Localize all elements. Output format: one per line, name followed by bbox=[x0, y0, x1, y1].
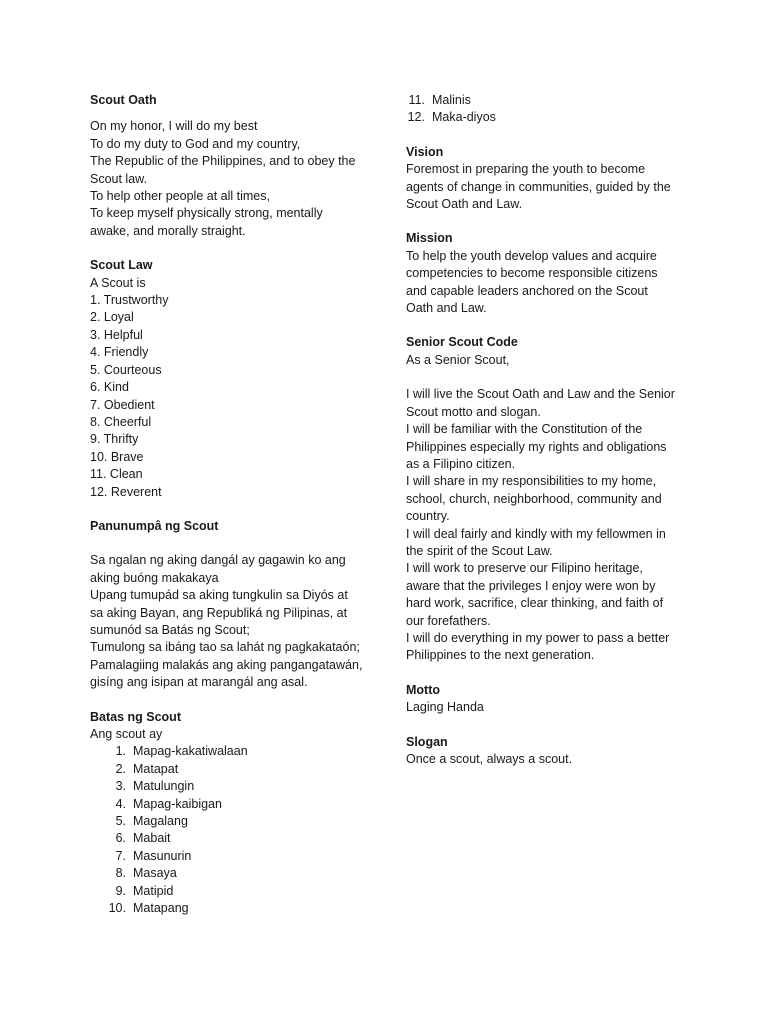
senior-code-line: the spirit of the Scout Law. bbox=[406, 543, 553, 558]
scout-oath-line: To help other people at all times, bbox=[90, 189, 270, 204]
mission-text bbox=[406, 248, 696, 318]
senior-code-line: I will be familiar with the Constitution of the bbox=[406, 422, 643, 437]
batas-item-number: 6. bbox=[115, 831, 126, 846]
batas-item-number: 5. bbox=[115, 814, 126, 829]
senior-code-line: country. bbox=[406, 509, 450, 524]
scout-oath-line: To do my duty to God and my country, bbox=[90, 136, 301, 151]
vision-text bbox=[406, 161, 696, 213]
senior-code-line: hard work, sacrifice, clear thinking, and faith of bbox=[406, 596, 664, 611]
panunumpa-line: gisíng ang isipan at marangál ang asal. bbox=[90, 675, 308, 690]
scout-oath-line: awake, and morally straight. bbox=[90, 223, 246, 238]
senior-code-line: I will work to preserve our Filipino heritage, bbox=[406, 561, 643, 576]
senior-code-line: Philippines especially my rights and obligations bbox=[406, 439, 667, 454]
right-column bbox=[406, 92, 696, 768]
scout-law-item: 11. Clean bbox=[90, 467, 143, 482]
batas-item bbox=[95, 883, 380, 900]
batas-item bbox=[95, 778, 380, 795]
senior-code-text bbox=[406, 386, 696, 665]
batas-item bbox=[394, 92, 696, 109]
vision-line: Scout Oath and Law. bbox=[406, 197, 523, 212]
batas-item bbox=[95, 830, 380, 847]
senior-code-line: our forefathers. bbox=[406, 613, 491, 628]
batas-item-text: Matapang bbox=[133, 901, 189, 916]
senior-code-line: Philippines to the next generation. bbox=[406, 648, 595, 663]
scout-law-item: 7. Obedient bbox=[90, 397, 155, 412]
scout-oath-line: To keep myself physically strong, mentally bbox=[90, 206, 323, 221]
batas-item-number: 12. bbox=[407, 110, 425, 125]
senior-code-line: I will deal fairly and kindly with my fellowmen in bbox=[406, 526, 666, 541]
batas-item bbox=[95, 865, 380, 882]
vision-heading: Vision bbox=[406, 144, 444, 159]
scout-law-item: 4. Friendly bbox=[90, 345, 149, 360]
panunumpa-line: sumunód sa Batás ng Scout; bbox=[90, 622, 250, 637]
senior-code-line: I will live the Scout Oath and Law and the Senior bbox=[406, 387, 675, 402]
scout-law-item: 5. Courteous bbox=[90, 362, 162, 377]
batas-item-text: Matipid bbox=[133, 883, 174, 898]
slogan-text: Once a scout, always a scout. bbox=[406, 752, 573, 766]
scout-oath-heading: Scout Oath bbox=[90, 93, 157, 107]
batas-item-number: 10. bbox=[108, 901, 126, 916]
batas-item-text: Mabait bbox=[133, 831, 171, 846]
scout-law-item: 9. Thrifty bbox=[90, 432, 139, 447]
batas-item bbox=[95, 848, 380, 865]
panunumpa-line: Upang tumupád sa aking tungkulin sa Diyós at bbox=[90, 588, 348, 603]
panunumpa-line: sa aking Bayan, ang Republiká ng Pilipinas, at bbox=[90, 605, 348, 620]
senior-code-heading: Senior Scout Code bbox=[406, 335, 518, 350]
batas-item-text: Maka-diyos bbox=[432, 110, 496, 125]
motto-text: Laging Handa bbox=[406, 700, 484, 715]
batas-item bbox=[95, 900, 380, 917]
scout-law-heading: Scout Law bbox=[90, 258, 153, 273]
scout-law-item: 12. Reverent bbox=[90, 484, 162, 499]
batas-item-number: 4. bbox=[115, 796, 126, 811]
scout-law-item: 10. Brave bbox=[90, 449, 144, 464]
senior-code-line: as a Filipino citizen. bbox=[406, 456, 516, 471]
left-column bbox=[90, 92, 380, 917]
batas-item-number: 1. bbox=[115, 744, 126, 759]
panunumpa-line: Pamalagiing malakás ang aking pangangatawán, bbox=[90, 657, 363, 672]
batas-item-number: 11. bbox=[408, 93, 425, 107]
batas-item bbox=[95, 796, 380, 813]
senior-code-line: I will share in my responsibilities to my home, bbox=[406, 474, 657, 489]
senior-code-intro: As a Senior Scout, bbox=[406, 352, 510, 367]
scout-oath-line: Scout law. bbox=[90, 171, 147, 186]
mission-line: Oath and Law. bbox=[406, 301, 487, 316]
panunumpa-line: Sa ngalan ng aking dangál ay gagawin ko ang bbox=[90, 553, 346, 568]
scout-law-list bbox=[90, 292, 380, 501]
batas-item-text: Masunurin bbox=[133, 848, 192, 863]
mission-line: competencies to become responsible citizens bbox=[406, 266, 658, 281]
scout-law-item: 6. Kind bbox=[90, 380, 129, 395]
panunumpa-heading: Panunumpâ ng Scout bbox=[90, 518, 219, 533]
senior-code-line: I will do everything in my power to pass a better bbox=[406, 630, 670, 645]
batas-item-number: 2. bbox=[115, 761, 126, 776]
senior-code-line: Scout motto and slogan. bbox=[406, 404, 541, 419]
batas-item bbox=[95, 761, 380, 778]
batas-item-text: Magalang bbox=[133, 814, 188, 829]
batas-item-number: 9. bbox=[115, 883, 126, 898]
batas-item-number: 8. bbox=[115, 866, 126, 881]
scout-law-item: 2. Loyal bbox=[90, 310, 134, 325]
senior-code-line: aware that the privileges I enjoy were won by bbox=[406, 578, 656, 593]
batas-heading: Batas ng Scout bbox=[90, 709, 181, 724]
scout-law-item: 1. Trustworthy bbox=[90, 293, 169, 308]
scout-oath-text bbox=[90, 118, 380, 240]
vision-line: Foremost in preparing the youth to become bbox=[406, 162, 646, 177]
vision-line: agents of change in communities, guided by the bbox=[406, 179, 671, 194]
slogan-heading: Slogan bbox=[406, 734, 448, 749]
panunumpa-line: Tumulong sa ibáng tao sa lahát ng pagkakataón; bbox=[90, 640, 360, 655]
batas-item-number: 7. bbox=[115, 848, 126, 863]
mission-line: To help the youth develop values and acquire bbox=[406, 248, 657, 263]
scout-oath-line: The Republic of the Philippines, and to obey the bbox=[90, 154, 356, 169]
batas-list bbox=[95, 743, 380, 917]
batas-list-continued bbox=[394, 92, 696, 127]
motto-heading: Motto bbox=[406, 682, 441, 697]
panunumpa-text bbox=[90, 552, 380, 691]
scout-law-item: 3. Helpful bbox=[90, 327, 143, 342]
batas-item-number: 3. bbox=[115, 779, 126, 794]
batas-item-text: Masaya bbox=[133, 866, 177, 881]
scout-law-item: 8. Cheerful bbox=[90, 414, 152, 429]
batas-item bbox=[394, 109, 696, 126]
panunumpa-line: aking buóng makakaya bbox=[90, 570, 219, 585]
batas-item-text: Matapat bbox=[133, 761, 179, 776]
scout-oath-line: On my honor, I will do my best bbox=[90, 119, 258, 134]
batas-item-text: Mapag-kakatiwalaan bbox=[133, 744, 248, 759]
batas-item-text: Mapag-kaibigan bbox=[133, 796, 222, 811]
mission-line: and capable leaders anchored on the Scout bbox=[406, 283, 648, 298]
mission-heading: Mission bbox=[406, 231, 453, 246]
senior-code-line: school, church, neighborhood, community and bbox=[406, 491, 662, 506]
batas-item-text: Malinis bbox=[432, 93, 471, 107]
batas-intro: Ang scout ay bbox=[90, 727, 163, 741]
batas-item bbox=[95, 743, 380, 760]
batas-item-text: Matulungin bbox=[133, 779, 195, 794]
scout-law-intro: A Scout is bbox=[90, 275, 146, 290]
batas-item bbox=[95, 813, 380, 830]
